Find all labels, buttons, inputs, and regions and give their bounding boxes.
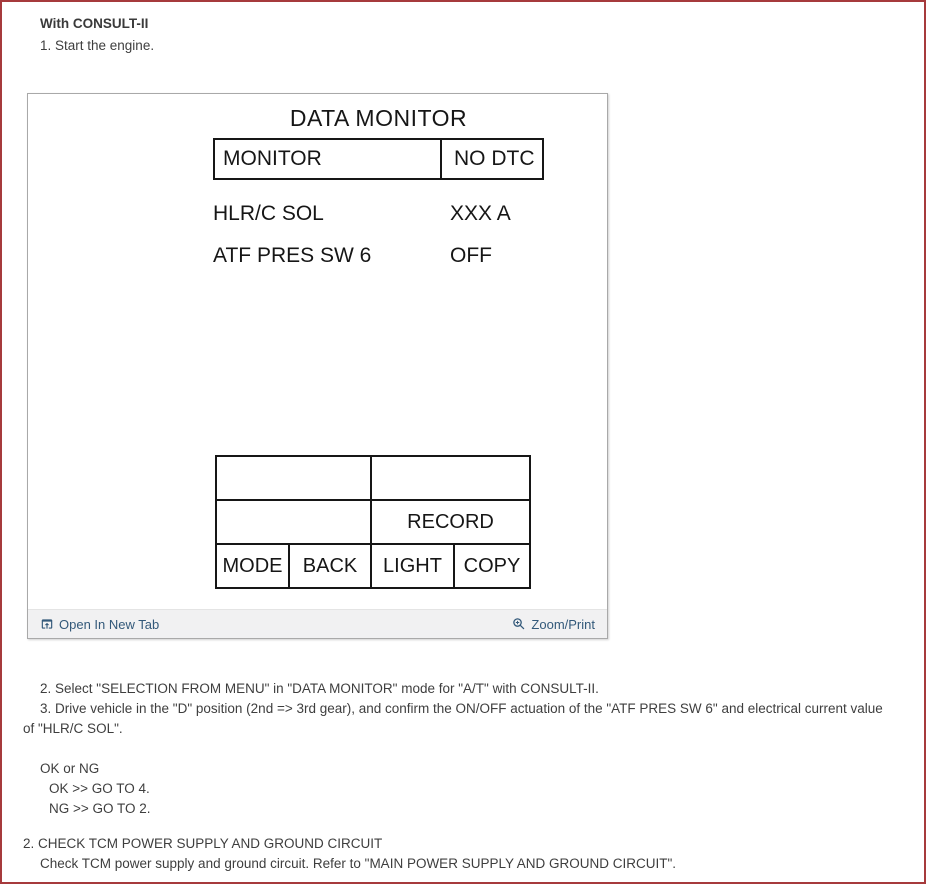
softkey-copy: COPY (454, 544, 530, 588)
no-dtc-cell: NO DTC (454, 147, 535, 170)
zoom-print-link[interactable] (512, 617, 595, 632)
monitor-item-value: OFF (450, 244, 492, 267)
check-step-body: Check TCM power supply and ground circuit. Refer to "MAIN POWER SUPPLY AND GROUND CIRCUIT". (40, 856, 677, 871)
monitor-data-row (213, 202, 544, 226)
softkey-back: BACK (289, 544, 371, 588)
consult-screen-image-panel (27, 93, 608, 639)
step-1-text: 1. Start the engine. (40, 38, 155, 53)
ng-result-line: NG >> GO TO 2. (49, 801, 151, 816)
magnifier-plus-icon (512, 617, 526, 631)
open-in-new-tab-icon (40, 617, 54, 631)
softkey-blank-right (371, 456, 530, 500)
softkey-blank (216, 500, 371, 544)
softkey-light: LIGHT (371, 544, 454, 588)
monitor-header-cell: MONITOR (215, 140, 442, 178)
monitor-item-label: ATF PRES SW 6 (213, 244, 372, 267)
image-toolbar (28, 609, 607, 638)
monitor-data-row (213, 244, 544, 268)
monitor-header-table (213, 138, 544, 180)
monitor-item-value: XXX A (450, 202, 511, 225)
data-monitor-screen (28, 94, 607, 609)
ok-or-ng-label: OK or NG (40, 761, 100, 776)
check-step-heading: 2. CHECK TCM POWER SUPPLY AND GROUND CIRCUIT (23, 836, 383, 851)
section-heading: With CONSULT-II (40, 16, 149, 31)
open-in-new-tab-link[interactable] (40, 617, 159, 632)
step-3-text: 3. Drive vehicle in the "D" position (2nd => 3rd gear), and confirm the ON/OFF actuation of the "ATF PRES SW 6" and electrical current value of "HLR/C SOL". (23, 701, 883, 736)
step-2-text: 2. Select "SELECTION FROM MENU" in "DATA MONITOR" mode for "A/T" with CONSULT-II. (40, 681, 599, 696)
monitor-item-label: HLR/C SOL (213, 202, 324, 225)
zoom-print-label: Zoom/Print (531, 616, 595, 632)
softkey-mode: MODE (216, 544, 289, 588)
ok-result-line: OK >> GO TO 4. (49, 781, 150, 796)
screen-title: DATA MONITOR (289, 105, 468, 131)
softkey-grid (215, 455, 531, 589)
open-in-new-tab-label: Open In New Tab (59, 616, 160, 632)
softkey-record: RECORD (371, 500, 530, 544)
softkey-blank-left (216, 456, 371, 500)
